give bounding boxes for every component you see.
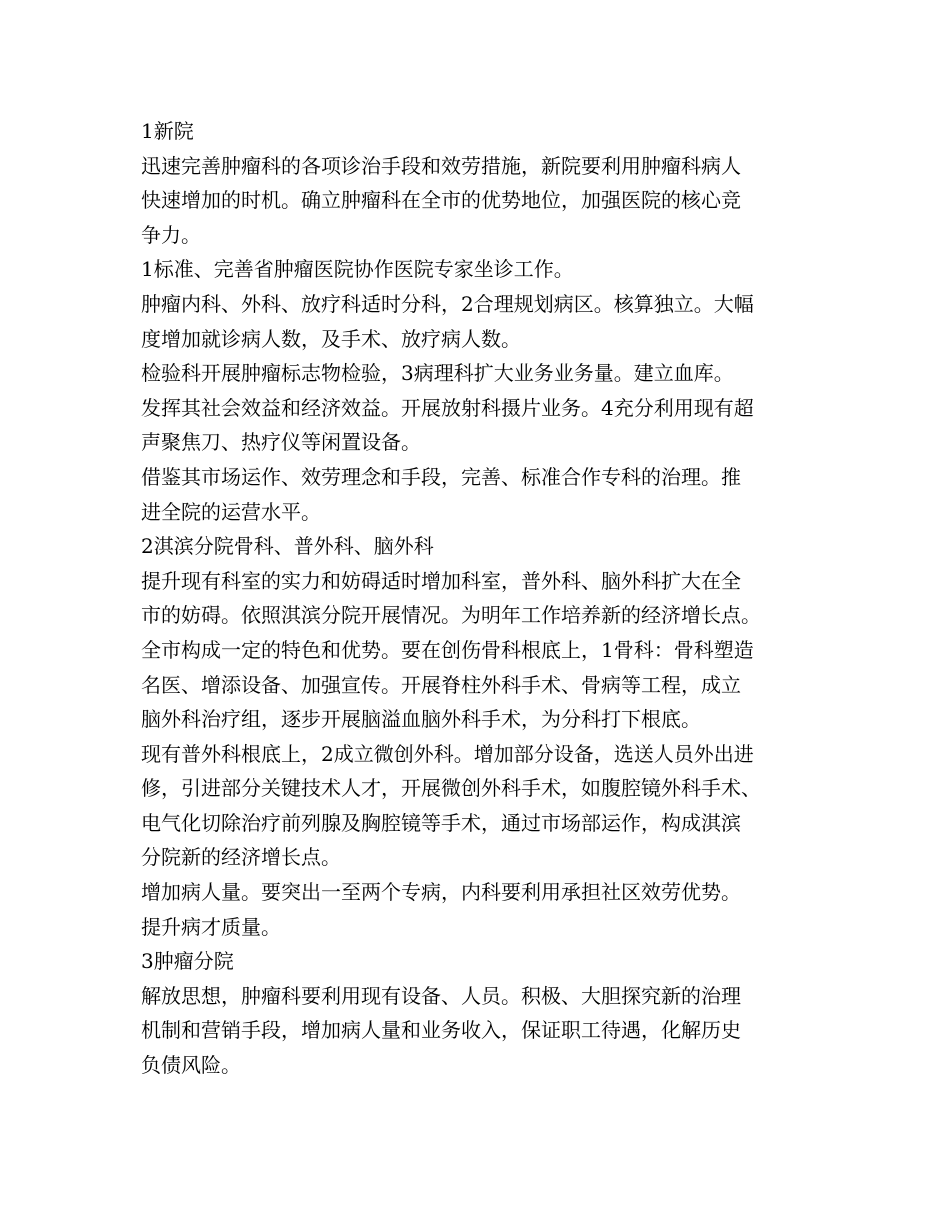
paragraph-line: 脑外科治疗组，逐步开展脑溢血脑外科手术，为分科打下根底。: [141, 707, 701, 732]
paragraph-line: 修，引进部分关键技术人才，开展微创外科手术，如腹腔镜外科手术、: [141, 776, 761, 801]
paragraph-line: 现有普外科根底上，2成立微创外科。增加部分设备，选送人员外出进: [141, 741, 754, 766]
paragraph-line: 全市构成一定的特色和优势。要在创伤骨科根底上，1骨科：骨科塑造: [141, 637, 754, 662]
paragraph-line: 快速增加的时机。确立肿瘤科在全市的优势地位，加强医院的核心竞: [141, 188, 741, 213]
paragraph-line: 发挥其社会效益和经济效益。开展放射科摄片业务。4充分利用现有超: [141, 395, 754, 420]
document-body: [141, 114, 821, 1083]
paragraph-line: 声聚焦刀、热疗仪等闲置设备。: [141, 430, 421, 455]
paragraph-line: 进全院的运营水平。: [141, 499, 321, 524]
paragraph-line: 市的妨碍。依照淇滨分院开展情况。为明年工作培养新的经济增长点。: [141, 603, 761, 628]
paragraph-line: 解放思想，肿瘤科要利用现有设备、人员。积极、大胆探究新的治理: [141, 983, 741, 1008]
heading-new-campus: 1新院: [141, 119, 194, 143]
paragraph-line: 提升现有科室的实力和妨碍适时增加科室，普外科、脑外科扩大在全: [141, 568, 741, 593]
heading-qibin-branch: 2淇滨分院骨科、普外科、脑外科: [141, 534, 434, 559]
heading-oncology-branch: 3肿瘤分院: [141, 949, 234, 974]
paragraph-line: 提升病才质量。: [141, 914, 281, 939]
paragraph-line: 机制和营销手段，增加病人量和业务收入，保证职工待遇，化解历史: [141, 1018, 741, 1043]
paragraph-line: 检验科开展肿瘤标志物检验，3病理科扩大业务业务量。建立血库。: [141, 361, 734, 386]
paragraph-line: 分院新的经济增长点。: [141, 845, 341, 870]
paragraph-line: 负债风险。: [141, 1053, 241, 1078]
paragraph-line: 争力。: [141, 222, 201, 247]
paragraph-line: 电气化切除治疗前列腺及胸腔镜等手术，通过市场部运作，构成淇滨: [141, 810, 741, 835]
paragraph-line: 肿瘤内科、外科、放疗科适时分科，2合理规划病区。核算独立。大幅: [141, 291, 754, 316]
paragraph-line: 借鉴其市场运作、效劳理念和手段，完善、标准合作专科的治理。推: [141, 464, 741, 489]
paragraph-line: 度增加就诊病人数，及手术、放疗病人数。: [141, 326, 521, 351]
paragraph-line: 名医、增添设备、加强宣传。开展脊柱外科手术、骨病等工程，成立: [141, 672, 741, 697]
paragraph-line: 1标准、完善省肿瘤医院协作医院专家坐诊工作。: [141, 257, 574, 282]
paragraph-line: 增加病人量。要突出一至两个专病，内科要利用承担社区效劳优势。: [141, 880, 741, 905]
paragraph-line: 迅速完善肿瘤科的各项诊治手段和效劳措施，新院要利用肿瘤科病人: [141, 153, 741, 178]
